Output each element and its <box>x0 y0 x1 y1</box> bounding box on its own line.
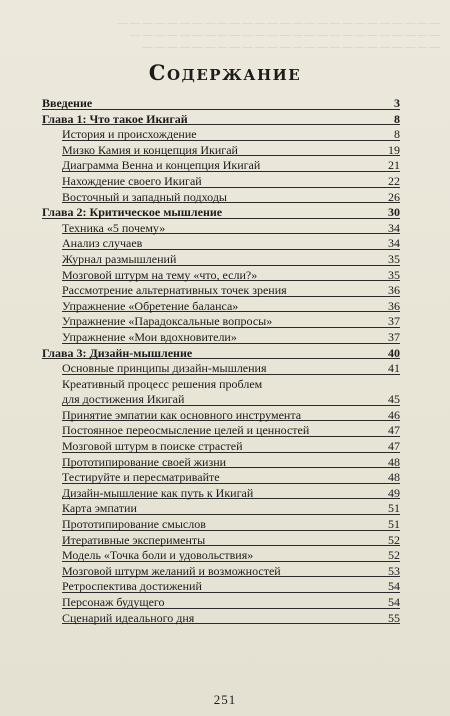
toc-section-entry <box>42 299 400 315</box>
toc-section-entry <box>42 174 400 190</box>
toc-page-number: 37 <box>388 314 400 329</box>
toc-section-entry <box>42 252 400 268</box>
toc-section-entry <box>42 486 400 502</box>
toc-page-number: 35 <box>388 251 400 266</box>
toc-page-number: 51 <box>388 501 400 516</box>
toc-page-number: 36 <box>388 298 400 313</box>
toc-page-number: 41 <box>388 361 400 376</box>
toc-page-number: 51 <box>388 517 400 532</box>
toc-entry-label: История и происхождение <box>62 127 197 142</box>
toc-page-number: 21 <box>388 158 400 173</box>
toc-page-number: 36 <box>388 283 400 298</box>
toc-section-entry <box>42 158 400 174</box>
toc-section-entry <box>42 548 400 564</box>
toc-section-entry <box>42 579 400 595</box>
toc-page-number: 37 <box>388 329 400 344</box>
toc-entry-label: Тестируйте и пересматривайте <box>62 470 220 485</box>
toc-section-entry <box>42 377 400 408</box>
toc-page-number: 49 <box>388 485 400 500</box>
toc-section-entry <box>42 330 400 346</box>
toc-page-number: 8 <box>394 111 400 126</box>
toc-page-number: 52 <box>388 548 400 563</box>
toc-entry-label: Постоянное переосмысление целей и ценностей <box>62 423 310 438</box>
toc-entry-label: Мозговой штурм желаний и возможностей <box>62 563 281 578</box>
toc-chapter-entry <box>42 96 400 112</box>
toc-entry-label: Итеративные эксперименты <box>62 532 206 547</box>
toc-section-entry <box>42 314 400 330</box>
toc-page-number: 55 <box>388 610 400 625</box>
toc-page-number: 53 <box>388 563 400 578</box>
toc-entry-label: Мозговой штурм на тему «что, если?» <box>62 267 258 282</box>
toc-entry-label: Анализ случаев <box>62 236 143 251</box>
toc-entry-label: Глава 2: Критическое мышление <box>42 205 223 220</box>
toc-entry-label: Принятие эмпатии как основного инструмента <box>62 407 302 422</box>
toc-entry-label: Глава 1: Что такое Икигай <box>42 111 188 126</box>
toc-section-entry <box>42 190 400 206</box>
dot-leader <box>42 109 400 110</box>
toc-section-entry <box>42 470 400 486</box>
toc-entry-label: Мизко Камия и концепция Икигай <box>62 142 238 157</box>
toc-entry-label: Карта эмпатии <box>62 501 137 516</box>
toc-entry-label: Упражнение «Обретение баланса» <box>62 298 239 313</box>
toc-entry-label: Глава 3: Дизайн-мышление <box>42 345 193 360</box>
toc-entry-label: Рассмотрение альтернативных точек зрения <box>62 283 287 298</box>
toc-entry-label: Креативный процесс решения проблем <box>62 376 263 391</box>
toc-section-entry <box>42 127 400 143</box>
toc-section-entry <box>42 283 400 299</box>
toc-chapter-entry <box>42 205 400 221</box>
toc-section-entry <box>42 236 400 252</box>
toc-chapter-entry <box>42 346 400 362</box>
toc-entry-label: Прототипирование смыслов <box>62 517 206 532</box>
toc-entry-label: Прототипирование своей жизни <box>62 454 227 469</box>
toc-chapter-entry <box>42 112 400 128</box>
toc-section-entry <box>42 455 400 471</box>
toc-page-number: 34 <box>388 220 400 235</box>
toc-section-entry <box>42 501 400 517</box>
toc-page-number: 8 <box>394 127 400 142</box>
toc-page-number: 40 <box>388 345 400 360</box>
toc-section-entry <box>42 533 400 549</box>
toc-section-entry <box>42 221 400 237</box>
toc-page-number: 45 <box>388 392 400 407</box>
toc-page-number: 34 <box>388 236 400 251</box>
bleed-through-text: — — — — — — — — — — — — — — — — — — — — — — — — — — — — — — — — — — — — — — — — — — — — — — — — — — — — — — — — — — — — — — — — — — — — — — — — — — — <box>117 18 440 53</box>
toc-page-number: 54 <box>388 595 400 609</box>
toc-page-number: 46 <box>388 407 400 422</box>
toc-entry-label: Ретроспектива достижений <box>62 579 202 594</box>
toc-page-number: 47 <box>388 423 400 438</box>
toc-entry-label: Персонаж будущего <box>62 595 165 609</box>
toc-entry-label: Упражнение «Парадоксальные вопросы» <box>62 314 273 329</box>
toc-entry-label: Упражнение «Мои вдохновители» <box>62 329 237 344</box>
toc-page-number: 3 <box>394 96 400 110</box>
toc-section-entry <box>42 361 400 377</box>
toc-page-number: 54 <box>388 579 400 594</box>
toc-section-entry <box>42 611 400 627</box>
toc-page-number: 26 <box>388 189 400 204</box>
toc-entry-label: Восточный и западный подходы <box>62 189 227 204</box>
toc-page-number: 19 <box>388 142 400 157</box>
toc-page-number: 35 <box>388 267 400 282</box>
toc-page-number: 48 <box>388 470 400 485</box>
toc-section-entry <box>42 408 400 424</box>
toc-section-entry <box>42 439 400 455</box>
page-title: Содержание <box>148 60 302 85</box>
toc-page-number: 30 <box>388 205 400 220</box>
toc-entry-label: Журнал размышлений <box>62 251 177 266</box>
toc-section-entry <box>42 423 400 439</box>
toc-entry-label: Модель «Точка боли и удовольствия» <box>62 548 254 563</box>
toc-entry-label-continued: для достижения Икигай <box>62 392 185 407</box>
toc-section-entry <box>42 595 400 611</box>
toc-page-number: 47 <box>388 439 400 454</box>
toc-section-entry <box>42 564 400 580</box>
toc-section-entry <box>42 517 400 533</box>
toc-entry-label: Диаграмма Венна и концепция Икигай <box>62 158 261 173</box>
toc-entry-label: Основные принципы дизайн-мышления <box>62 361 267 376</box>
toc-page-number: 48 <box>388 454 400 469</box>
toc-entry-label: Техника «5 почему» <box>62 220 166 235</box>
toc-page-number: 52 <box>388 532 400 547</box>
toc-entry-label: Введение <box>42 96 93 110</box>
table-of-contents <box>42 96 400 626</box>
toc-entry-label: Нахождение своего Икигай <box>62 173 202 188</box>
toc-entry-label: Сценарий идеального дня <box>62 610 195 625</box>
toc-entry-label: Мозговой штурм в поиске страстей <box>62 439 243 454</box>
toc-section-entry <box>42 268 400 284</box>
toc-section-entry <box>42 143 400 159</box>
toc-page-number: 22 <box>388 173 400 188</box>
page-number: 251 <box>213 692 237 707</box>
toc-entry-label: Дизайн-мышление как путь к Икигай <box>62 485 254 500</box>
